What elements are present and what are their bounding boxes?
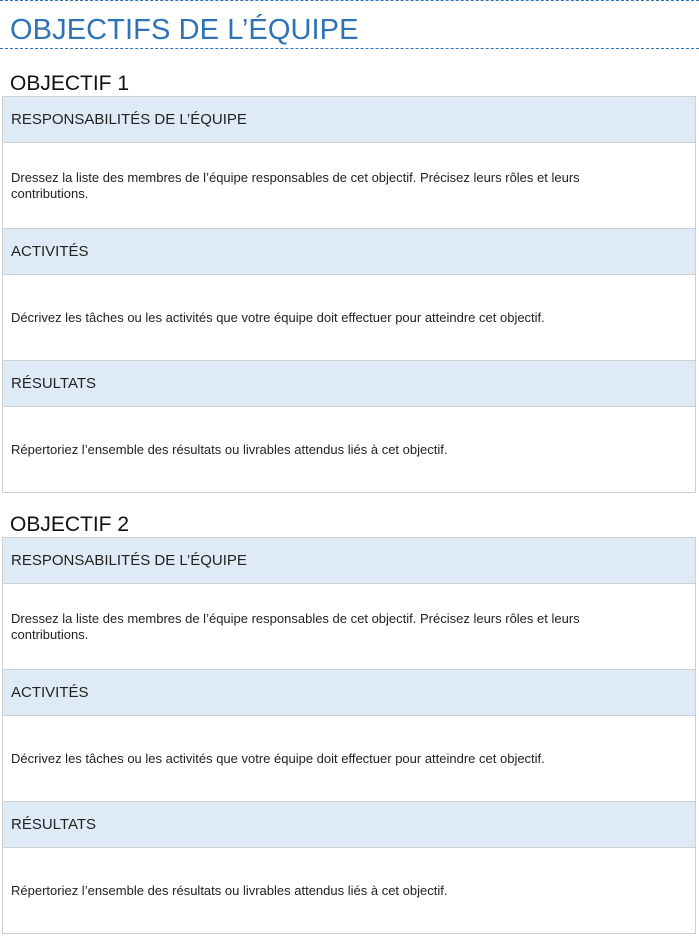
section-label-activities: ACTIVITÉS — [3, 670, 695, 716]
document-title-bar — [0, 0, 699, 49]
section-text-responsibilities: Dressez la liste des membres de l’équipe responsables de cet objectif. Précisez leurs rôles et leurs contributions. — [3, 584, 695, 670]
section-label-activities: ACTIVITÉS — [3, 229, 695, 275]
objective-heading: OBJECTIF 1 — [10, 72, 130, 95]
objective-heading: OBJECTIF 2 — [10, 513, 130, 536]
section-label-responsibilities: RESPONSABILITÉS DE L’ÉQUIPE — [3, 97, 695, 143]
objective-table — [2, 537, 696, 934]
page-title: OBJECTIFS DE L’ÉQUIPE — [10, 14, 359, 46]
section-text-responsibilities: Dressez la liste des membres de l’équipe responsables de cet objectif. Précisez leurs rôles et leurs contributions. — [3, 143, 695, 229]
section-text-results: Répertoriez l’ensemble des résultats ou livrables attendus liés à cet objectif. — [3, 407, 695, 493]
section-text-activities: Décrivez les tâches ou les activités que votre équipe doit effectuer pour atteindre cet objectif. — [3, 716, 695, 802]
section-label-results: RÉSULTATS — [3, 802, 695, 848]
section-label-responsibilities: RESPONSABILITÉS DE L’ÉQUIPE — [3, 538, 695, 584]
section-label-results: RÉSULTATS — [3, 361, 695, 407]
section-text-activities: Décrivez les tâches ou les activités que votre équipe doit effectuer pour atteindre cet objectif. — [3, 275, 695, 361]
objective-table — [2, 96, 696, 493]
section-text-results: Répertoriez l’ensemble des résultats ou livrables attendus liés à cet objectif. — [3, 848, 695, 934]
